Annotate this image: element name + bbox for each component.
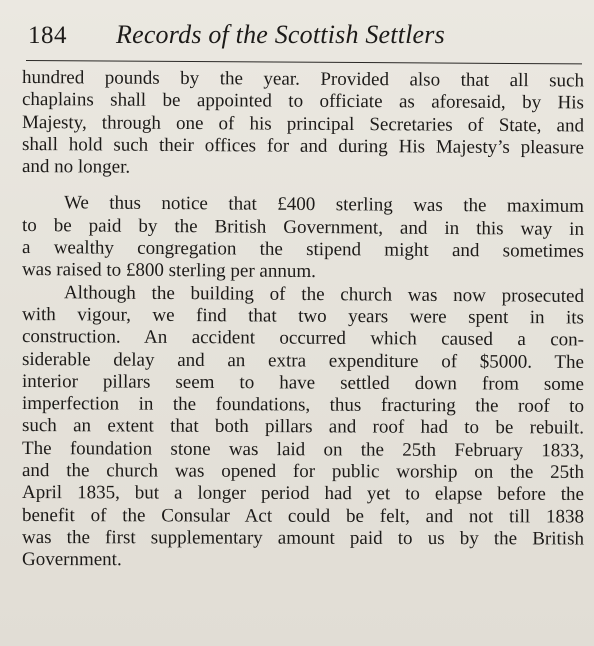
text-line: such an extent that both pillars and roof had to be rebuilt. (21, 415, 585, 439)
text-line: hundred pounds by the year. Provided also that all such (21, 67, 585, 92)
running-title: Records of the Scottish Settlers (116, 20, 445, 49)
text-line: with vigour, we find that two years were spent in its (21, 303, 585, 329)
text-line: imperfection in the foundations, thus fracturing the roof to (21, 393, 585, 418)
text-line: interior pillars seem to have settled down from some (21, 370, 585, 395)
paragraph-3 (22, 282, 584, 572)
page-number: 184 (28, 22, 67, 49)
text-line: Majesty, through one of his principal Secretaries of State, and (21, 111, 585, 137)
text-line: was the first supplementary amount paid to us by the British (21, 526, 585, 550)
paragraph-1 (22, 67, 584, 178)
text-line: shall hold such their offices for and during His Majesty’s pleasure (21, 133, 585, 159)
text-line: April 1835, but a longer period had yet to elapse before the (21, 482, 585, 506)
text-line: The foundation stone was laid on the 25th February 1833, (21, 437, 585, 462)
text-line: construction. An accident occurred which caused a con- (21, 326, 585, 351)
text-line: and no longer. (21, 156, 131, 178)
text-line: to be paid by the British Government, and in this way in (21, 214, 585, 240)
text-line: benefit of the Consular Act could be felt, and not till 1838 (21, 504, 585, 528)
text-line: a wealthy congregation the stipend might and sometimes (21, 237, 585, 263)
text-line: siderable delay and an extra expenditure of $5000. The (21, 348, 585, 373)
header-rule (26, 60, 582, 64)
page-header (28, 20, 568, 56)
text-line: Government. (21, 549, 122, 571)
body-text (22, 67, 584, 572)
text-line: and the church was opened for public worship on the 25th (21, 460, 585, 484)
text-line: Although the building of the church was now prosecuted (63, 281, 585, 307)
text-line: We thus notice that £400 sterling was the maximum (63, 192, 585, 218)
paragraph-2 (22, 192, 584, 281)
text-line: chaplains shall be appointed to officiate as aforesaid, by His (21, 89, 585, 114)
text-line: was raised to £800 sterling per annum. (21, 259, 316, 283)
